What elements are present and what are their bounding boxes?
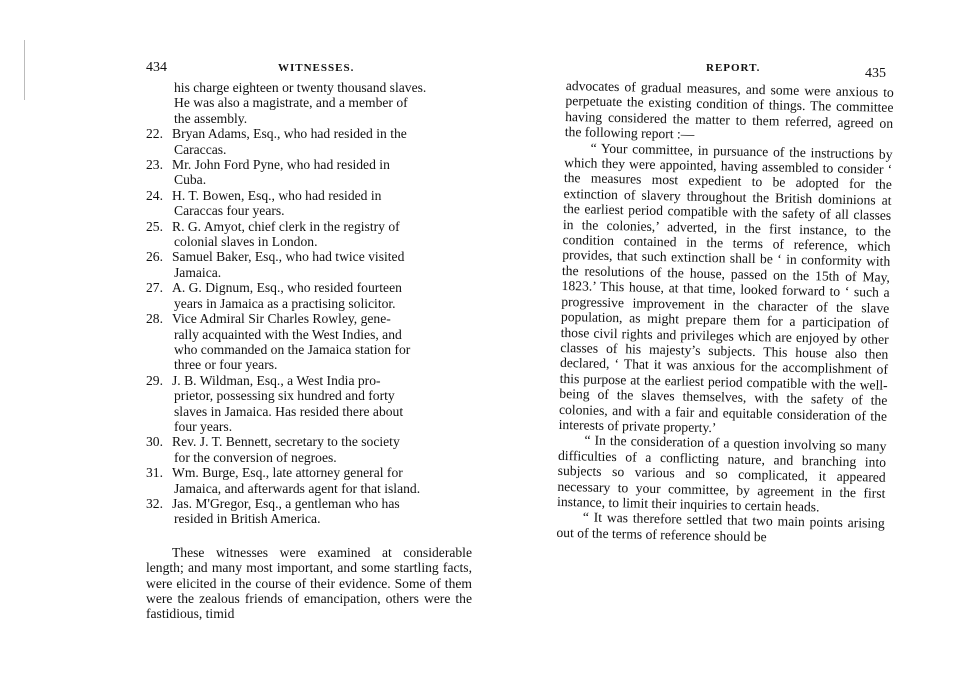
list-line: resided in British America. bbox=[174, 511, 321, 527]
list-line: colonial slaves in London. bbox=[174, 234, 318, 250]
list-line: his charge eighteen or twenty thousand slaves. bbox=[174, 80, 427, 95]
list-item bbox=[146, 311, 472, 326]
report-paragraph: “ In the consideration of a question involving so many difficulties of a conflicting nature, and branching into subjects so various and so complicated, it appeared necessary to your committee, by agreement in the first instance, to limit their inquiries to certain heads. bbox=[556, 432, 887, 515]
list-line: rally acquainted with the West Indies, and bbox=[174, 326, 402, 342]
item-text: Jas. M'Gregor, Esq., a gentleman who has bbox=[172, 495, 400, 511]
list-item bbox=[146, 280, 472, 295]
list-line: for the conversion of negroes. bbox=[174, 449, 337, 465]
item-number: 25. bbox=[146, 218, 163, 234]
body-paragraph: These witnesses were examined at considerable length; and many most important, and some startling facts, were elicited in the course of their evidence. Some of them were the zealous friends of emancipation, others were the fastidious, timid bbox=[146, 544, 472, 622]
running-head-right: REPORT. bbox=[706, 62, 761, 74]
list-line: Caraccas four years. bbox=[174, 203, 285, 219]
list-item bbox=[146, 373, 472, 388]
list-item bbox=[146, 434, 472, 449]
list-line: years in Jamaica as a practising solicitor. bbox=[174, 295, 396, 311]
list-line: He was also a magistrate, and a member of bbox=[174, 95, 408, 111]
report-paragraph: “ It was therefore settled that two main points arising out of the terms of reference should be bbox=[556, 509, 885, 545]
report-column bbox=[556, 78, 894, 547]
item-number: 22. bbox=[146, 126, 163, 142]
list-item bbox=[146, 126, 472, 141]
item-number: 26. bbox=[146, 249, 163, 265]
list-item bbox=[146, 157, 472, 172]
item-text: Wm. Burge, Esq., late attorney general for bbox=[172, 465, 403, 481]
witness-list-column bbox=[146, 80, 472, 622]
item-text: Samuel Baker, Esq., who had twice visited bbox=[172, 249, 405, 265]
list-line: the assembly. bbox=[174, 110, 248, 126]
list-item bbox=[146, 188, 472, 203]
item-number: 23. bbox=[146, 157, 163, 173]
list-item bbox=[146, 496, 472, 511]
item-number: 30. bbox=[146, 434, 163, 450]
right-page bbox=[490, 0, 980, 689]
item-text: Bryan Adams, Esq., who had resided in the bbox=[172, 126, 407, 142]
item-number: 24. bbox=[146, 187, 163, 203]
list-line: Cuba. bbox=[174, 172, 207, 188]
list-line: who commanded on the Jamaica station for bbox=[174, 341, 411, 357]
item-text: A. G. Dignum, Esq., who resided fourteen bbox=[172, 280, 402, 296]
list-line: Caraccas. bbox=[174, 141, 227, 157]
item-number: 31. bbox=[146, 465, 163, 481]
list-line: four years. bbox=[174, 418, 233, 434]
report-paragraph: advocates of gradual measures, and some were anxious to perpetuate the existing condition of things. The committee having considered the matter to them referred, agreed on the following report :— bbox=[564, 78, 894, 142]
item-number: 29. bbox=[146, 372, 163, 388]
list-item bbox=[146, 219, 472, 234]
item-text: J. B. Wildman, Esq., a West India pro- bbox=[172, 372, 381, 388]
list-line: Jamaica, and afterwards agent for that island. bbox=[174, 480, 421, 496]
item-number: 27. bbox=[146, 280, 163, 296]
witness-list bbox=[146, 80, 472, 527]
list-line: three or four years. bbox=[174, 357, 278, 373]
item-number: 32. bbox=[146, 495, 163, 511]
item-number: 28. bbox=[146, 311, 163, 327]
item-text: R. G. Amyot, chief clerk in the registry of bbox=[172, 218, 400, 234]
list-line: prietor, possessing six hundred and forty bbox=[174, 388, 395, 404]
list-line: Jamaica. bbox=[174, 264, 222, 280]
item-text: H. T. Bowen, Esq., who had resided in bbox=[172, 187, 382, 203]
item-text: Vice Admiral Sir Charles Rowley, gene- bbox=[172, 311, 391, 327]
report-paragraph: “ Your committee, in pursuance of the instructions by which they were appointed, having assembled to consider ‘ the measures most expedient to be adopted for the extinction of slavery throughout the British dominions at the earliest period compatible with the safety of all classes in the colonies,’ adverted, in the first instance, to the condition contained in the terms of reference, which provides, that such extinction shall be ‘ in conformity with the resolutions of the house, passed on the 15th of May, 1823.’ This house, at that time, looked forward to ‘ such a progressive improvement in the character of the slave population, as might prepare them for a participation of those civil rights and privileges which are enjoyed by other classes of his majesty’s subjects. This house also then declared, ‘ That it was anxious for the accomplishment of this purpose at the earliest period compatible with the well-being of the slaves themselves, with the safety of the colonies, and with a fair and equitable consideration of the interests of private property.’ bbox=[558, 140, 893, 436]
list-item bbox=[146, 249, 472, 264]
list-line: slaves in Jamaica. Has resided there about bbox=[174, 403, 404, 419]
running-head-left: WITNESSES. bbox=[278, 62, 355, 74]
list-item bbox=[146, 465, 472, 480]
item-text: Mr. John Ford Pyne, who had resided in bbox=[172, 157, 390, 173]
item-text: Rev. J. T. Bennett, secretary to the society bbox=[172, 434, 400, 450]
page-number-right: 435 bbox=[865, 66, 886, 81]
page-number-left: 434 bbox=[146, 60, 167, 75]
